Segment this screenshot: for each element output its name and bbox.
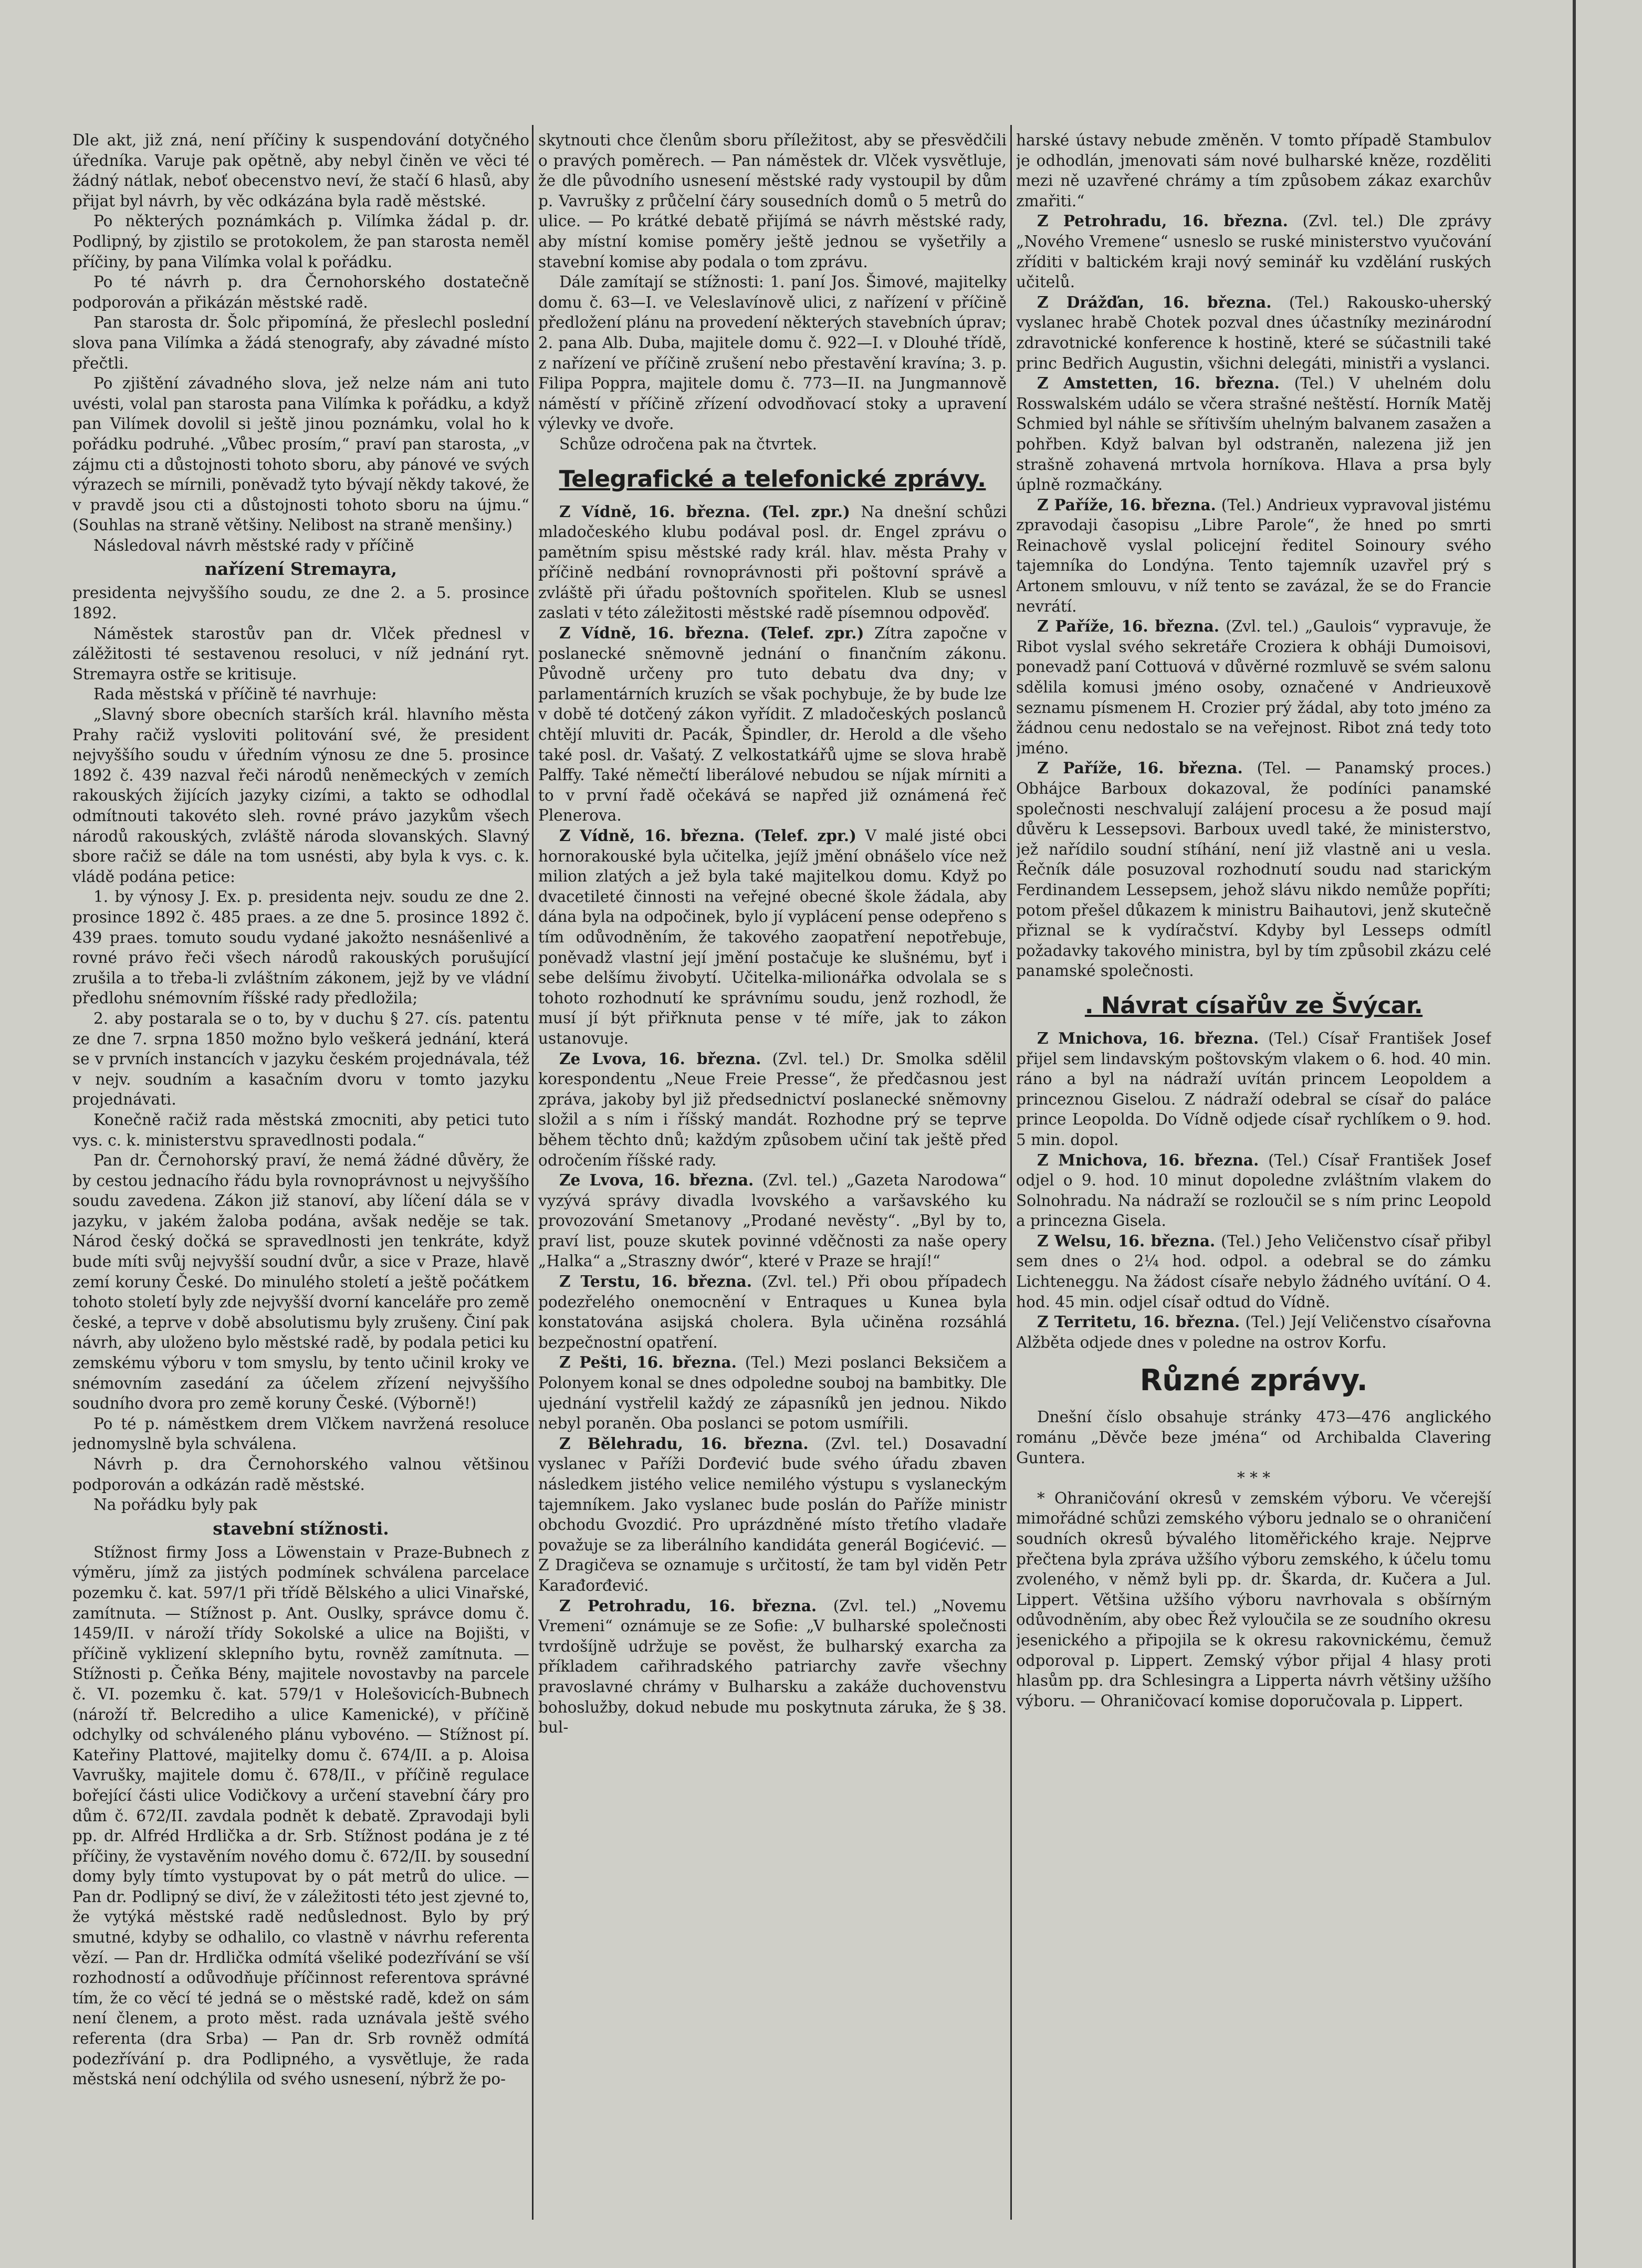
column-divider xyxy=(532,125,534,2220)
paragraph: Následoval návrh městské rady v příčině xyxy=(93,536,414,554)
paragraph: Po té návrh p. dra Černohorského dostatečně podporován a přikázán městské radě. xyxy=(72,273,529,311)
dateline: Z Paříže, 16. března. xyxy=(1037,617,1220,636)
news-item xyxy=(538,502,1007,624)
paragraph: Návrh p. dra Černohorského valnou většinou podporován a odkázán radě městské. xyxy=(72,1455,529,1494)
news-text: (Zvl. tel.) „Gazeta Narodowa“ vyzývá správy divadla lvovského a varšavského ku provozování Smetanovy „Prodané nevěsty“. „Byl by to, praví list, pouze skutek povinné vděčnosti za naše opery „Halka“ a „Straszny dwór“, které v Praze se hrají!“ xyxy=(538,1171,1007,1270)
subheading-stremayr: nařízení Stremayra, xyxy=(204,559,398,580)
section-heading-telegraf: Telegrafické a telefonické zprávy. xyxy=(559,465,986,492)
paragraph: Pan dr. Černohorský praví, že nemá žádné důvěry, že by cestou jednacího řádu byla rovnoprávnost u nejvyššího soudu zavedena. Zákon již stanoví, aby líčení dála se v jazyku, v jakém žaloba podána, avšak neděje se tak. Národ český dočká se spravedlnosti jen tenkráte, když bude míti svůj nejvyšší soudní dvůr, a sice v Praze, hlavě zemí koruny České. Do minulého století a ještě počátkem tohoto století byly zde nejvyšší dvorní kanceláře pro země české, a teprve v době absolutismu byly zrušeny. Činí pak návrh, aby uloženo bylo městské radě, by podala petici ku zemskému výboru v tom smyslu, by tento učinil kroky ve snémovním zasedání za účelem zřízení nejvyššího soudního dvora pro země koruny České. (Výborně!) xyxy=(72,1151,529,1413)
news-text: (Tel.) Mezi poslanci Beksičem a Polonyem konal se dnes odpoledne souboj na bambitky. Dle ujednání vystřelil každý ze zápasníků jen jednou. Nikdo nebyl poraněn. Oba poslanci se potom usmířili. xyxy=(538,1353,1007,1433)
dateline: Z Territetu, 16. března. xyxy=(1037,1312,1240,1331)
section-heading-ruzne: Různé zprávy. xyxy=(1139,1363,1368,1398)
news-text: (Zvl. tel.) Dle zprávy „Nového Vremene“ usneslo se ruské ministerstvo vyučování zříditi v baltickém kraji nový seminář ku vzdělání ruských učitelů. xyxy=(1016,212,1491,291)
dateline: Z Mnichova, 16. března. xyxy=(1037,1028,1259,1047)
paragraph: Na pořádku byly pak xyxy=(93,1496,257,1514)
news-item xyxy=(1016,211,1491,292)
paragraph: 2. aby postarala se o to, by v duchu § 27. cís. patentu ze dne 7. srpna 1850 možno bylo veškerá jednání, která se v prvních instancích v jazyku českém projednávala, též v nejv. soudním a kasačním dvoru v tomto jazyku projednávati. xyxy=(72,1009,529,1109)
subheading-stiznosti: stavební stížnosti. xyxy=(213,1518,389,1539)
news-item xyxy=(1016,616,1491,758)
news-item xyxy=(538,1049,1007,1171)
paragraph: Po některých poznámkách p. Vilímka žádal p. dr. Podlipný, by zjistilo se protokolem, že pan starosta neměl příčiny, by pana Vilímka volal k pořádku. xyxy=(72,212,529,271)
paragraph: Konečně račiž rada městská zmocniti, aby petici tuto vys. c. k. ministerstvu spravedlnosti podala.“ xyxy=(72,1110,529,1149)
column-middle xyxy=(538,130,1007,2220)
paragraph: Pan starosta dr. Šolc připomíná, že přeslechl poslední slova pana Vilímka a žádá stenografy, aby závadné místo přečtli. xyxy=(72,313,529,372)
paragraph: Po zjištění závadného slova, jež nelze nám ani tuto uvésti, volal pan starosta pana Vilímka k pořádku, a když pan Vilímek dovolil si ještě jinou poznámku, volal ho k pořádku podruhé. „Vůbec prosím,“ praví pan starosta, „v zájmu cti a důstojnosti tohoto sboru, aby pánové ve svých výrazech se mírnili, poněvadž tyto bývají někdy takové, že v pravdě jsou cti a důstojnosti tohoto sboru na újmu.“ (Souhlas na straně většiny. Nelibost na straně menšiny.) xyxy=(72,374,529,534)
news-item xyxy=(538,1352,1007,1433)
paragraph: presidenta nejvyššího soudu, ze dne 2. a 5. prosince 1892. xyxy=(72,584,529,623)
news-item xyxy=(538,1434,1007,1596)
news-text: (Tel.) Císař František Josef odjel o 9. hod. 10 minut dopoledne zvláštním vlakem do Solnohradu. Na nádraží se rozloučil se s ním princ Leopold a princezna Gisela. xyxy=(1016,1151,1491,1230)
dateline: Z Vídně, 16. března. (Telef. zpr.) xyxy=(559,826,856,845)
news-text: (Zvl. tel.) „Novemu Vremeni“ oznámuje se ze Sofie: „V bulharské společnosti tvrdošíjně udržuje se pověst, že bulharský exarcha za příkladem cařihradského patriarchy zavře všechny pravoslavné chrámy v Bulharsku a zakáže duchovenstvu bohoslužby, dokud nebude mu poskytnuta záruka, že § 38. bul- xyxy=(538,1597,1007,1737)
news-text: (Tel. — Panamský proces.) Obhájce Barboux dokazoval, že podíníci panamské společnosti neschvalují zalájení procesu a že posud mají důvěru k Lessepsovi. Barboux uvedl také, že ministerstvo, jež nařídilo soudní stíhání, není již vlastně ani u vesla. Řečník dále posuzoval rozhodnutí soudu nad starickým Ferdinandem Lessepsem, jehož slávu nikdo nemůže popříti; potom přešel důkazem k ministru Baihautovi, jenž skutečně přiznal se k vydíračství. Kdyby byl Lesseps odmítl požadavky takového ministra, byl by tím způsobil zkázu celé panamské společnosti. xyxy=(1016,759,1491,980)
paragraph: Náměstek starostův pan dr. Vlček přednesl v zálěžitosti té sestavenou resoluci, v níž jednání ryt. Stremayra ostře se kritisuje. xyxy=(72,624,529,683)
paragraph: Stížnost firmy Joss a Löwenstain v Praze-Bubnech z výměru, jímž za jistých podmínek schválena parcelace pozemku č. kat. 597/1 při třídě Bělského a ulici Vinařské, zamítnuta. — Stížnost p. Ant. Ouslky, správce domu č. 1459/II. v nároží třídy Sokolské a ulice na Bojišti, v příčině vyklizení sklepního bytu, rovněž zamítnuta. — Stížnosti p. Čeňka Bény, majitele novostavby na parcele č. VI. pozemku č. kat. 579/1 v Holešovicích-Bubnech (nároží tř. Belcrediho a ulice Kamenické), v příčině odchylky od schváleného plánu vybovéno. — Stížnost pí. Kateřiny Plattové, majitelky domu č. 674/II. a p. Aloisa Vavrušky, majitele domu č. 678/II., v příčině regulace bořející části ulice Vodičkovy a určení stavební čáry pro dům č. 672/II. zavdala podnět k debatě. Zpravodaji byli pp. dr. Alfréd Hrdlička a dr. Srb. Stížnost podána je z té příčiny, že vystavěním nového domu č. 672/II. by sousední domy byly tímto vystupovat by o pát metrů do ulice. — Pan dr. Podlipný se diví, že v záležitosti této jest zjevné to, že vytýká městské radě nedůslednost. Bylo by prý smutné, kdyby se odhalilo, co vlastně v návrhu referenta vězí. — Pan dr. Hrdlička odmítá všeliké podezřívání se vší rozhodností a odůvodňuje příčinnost referentova správné tím, že co věcí té jedná se o městské radě, kdež on sám není členem, a proto měst. rada uznávala ještě svého referenta (dra Srba) — Pan dr. Srb rovněž odmítá podezřívání p. dra Podlipného, a vysvětluje, že rada městská není odchýlila od svého usnesení, nýbrž že po- xyxy=(72,1543,529,2088)
news-text: Na dnešní schůzi mladočeského klubu podával posl. dr. Engel zprávu o pamětním spisu městské rady král. hlav. města Prahy v příčině nedbání rovnoprávnosti při poštovní správě a zvláště při úřadu poštovních spořitelen. Klub se usnesl zaslati v této záležitosti městské radě písemnou odpověď. xyxy=(538,502,1007,622)
dateline: Z Bělehradu, 16. března. xyxy=(559,1434,809,1453)
paragraph: Dle akt, již zná, není příčiny k suspendování dotyčného úředníka. Varuje pak opětně, aby nebyl činěn ve věci té žádný nátlak, neboť obecenstvo neví, že stačí 6 hlasů, aby přijat byl návrh, by věc odkázána byla radě městské. xyxy=(72,131,529,210)
ornament-stars: * * * xyxy=(1237,1469,1270,1487)
paragraph: „Slavný sbore obecních starších král. hlavního města Prahy račiž vysloviti politování své, že president nejvyššího soudu v úředním výnosu ze dne 5. prosince 1892 č. 439 nazval řeči národů neněmeckých v zemích rakouských žijících jazyky cizími, a takto se odhodlal odmítnouti takovéto sleh. rovné právo jazykům všech národů rakouských, zvláště národa slovanských. Slavný sbore račiž se dále na tom usnésti, aby byla k vys. c. k. vládě podána petice: xyxy=(72,706,529,886)
dateline: Z Amstetten, 16. března. xyxy=(1037,374,1280,393)
news-item xyxy=(538,623,1007,826)
column-left xyxy=(72,130,529,2220)
paragraph: 1. by výnosy J. Ex. p. presidenta nejv. soudu ze dne 2. prosince 1892 č. 485 praes. a ze dne 5. prosince 1892 č. 439 praes. tomuto soudu vydané jakožto nesnášenlivé a rovné právo řeči všech národů rakouských porušující zrušila a to třeba-li zvláštním zákonem, jejž by ve vládní předlohu snémovním říšské rady předložila; xyxy=(72,888,529,1007)
paragraph: Dále zamítají se stížnosti: 1. paní Jos. Šimové, majitelky domu č. 63—I. ve Veleslavínově ulici, z nařízení v příčině předložení plánu na provedení některých stavebních úprav; 2. pana Alb. Duba, majitele domu č. 922—I. v Dlouhé třídě, z nařízení ve příčině zrušení nebo přestavění kravína; 3. p. Filipa Poppra, majitele domu č. 773—II. na Jungmannově náměstí v příčině zřízení odvodňovací stoky a upravení výlevky ve dvoře. xyxy=(538,273,1007,433)
section-heading-navrat: . Návrat císařův ze Švýcar. xyxy=(1084,992,1423,1019)
news-item xyxy=(1016,292,1491,373)
news-item xyxy=(538,1170,1007,1272)
news-text: (Zvl. tel.) Při obou případech podezřelého onemocnění v Entraques u Kunea byla konstatována asijská cholera. Byla učiněna rozsáhlá bezpečnostní opatření. xyxy=(538,1273,1007,1351)
news-text: (Zvl. tel.) Dr. Smolka sdělil korespondentu „Neue Freie Presse“, že předčasnou jest zpráva, jakoby byl již předsednictví poslanecké sněmovny složil a s ním i říšský mandát. Rozhodne prý se teprve během těchto dnů; každým způsobem učiní tak ještě před odročením říšské rady. xyxy=(538,1049,1007,1169)
news-item xyxy=(1016,1312,1491,1352)
paragraph: Rada městská v příčině té navrhuje: xyxy=(93,685,377,704)
news-text: (Tel.) Císař František Josef přijel sem lindavským poštovským vlakem o 6. hod. 40 min. ráno a byl na nádraží uvítán princem Leopoldem a princeznou Giselou. Z nádraží odebral se císař do paláce prince Leopolda. Do Vídně odjede císař rychlíkem o 9. hod. 5 min. dopol. xyxy=(1016,1029,1491,1149)
dateline: Z Paříže, 16. března. xyxy=(1037,759,1243,778)
paragraph: skytnouti chce členům sboru příležitost, aby se přesvědčili o pravých poměrech. — Pan náměstek dr. Vlček vysvětluje, že dle původního usnesení městské rady vystoupil by dům p. Vavrušky z průčelní čáry sousedních domů o 5 metrů do ulice. — Po krátké debatě přijímá se návrh městské rady, aby místní komise poměry ještě jednou se vyšetřily a stavební komise aby podala o tom zprávu. xyxy=(538,131,1007,271)
news-text: (Tel.) Rakousko-uherský vyslanec hrabě Chotek pozval dnes účastníky mezinárodní zdravotnické konference k hostině, které se súčastnili také princ Bedřich Augustin, všichni delegáti, ministři a vyslanci. xyxy=(1016,293,1491,372)
paragraph: Dnešní číslo obsahuje stránky 473—476 anglického románu „Děvče beze jména“ od Archibalda Clavering Guntera. xyxy=(1016,1408,1491,1467)
news-item xyxy=(1016,1231,1491,1312)
column-divider xyxy=(1010,125,1012,2220)
news-text: (Tel.) Andrieux vypravoval jistému zpravodaji časopisu „Libre Parole“, že hned po smrti Reinachově vyslal policejní ředitel Soinoury svého tajemníka do Londýna. Tento tajemník uzavřel prý s Artonem smlouvu, v níž tento se zavázal, že se do Francie nevrátí. xyxy=(1016,496,1491,615)
dateline: Z Vídně, 16. března. (Telef. zpr.) xyxy=(559,624,864,643)
news-text: (Zvl. tel.) Dosavadní vyslanec v Paříži Dorđević bude svého úřadu zbaven následkem jistého velice nemilého výstupu s vyslaneckým tajemníkem. Jako vyslanec bude poslán do Paříže ministr obchodu Gvozdić. Pro uprázdněné místo třetího vladaře považuje se za liberálního kandidáta generál Bogićević. — Z Dragičeva se oznamuje s určitostí, že tam byl viděn Petr Karađorđević. xyxy=(538,1434,1007,1594)
dateline: Z Vídně, 16. března. (Tel. zpr.) xyxy=(559,502,850,521)
paragraph: harské ústavy nebude změněn. V tomto případě Stambulov je odhodlán, jmenovati sám nové bulharské kněze, rozděliti mezi ně uzavřené chrámy a tím způsobem zákaz exarchův zmařiti.“ xyxy=(1016,131,1491,210)
news-text: (Tel.) Její Veličenstvo císařovna Alžběta odjede dnes v poledne na ostrov Korfu. xyxy=(1016,1313,1491,1351)
dateline: Z Mnichova, 16. března. xyxy=(1037,1150,1259,1169)
news-item xyxy=(1016,495,1491,617)
news-text: Zítra započne v poslanecké sněmovně jednání o finančním zákonu. Původně určeny pro tuto debatu dva dny; v parlamentárních kruzích se však pochybuje, že by bude lze v době té dotčený zákon vyřídit. Z mladočeských poslanců chtějí mluviti dr. Pacák, Špindler, dr. Herold a dle všeho také posl. dr. Vašatý. Z velkostatkářů ujme se slova hrabě Palffy. Také němečtí liberálové nebudou se níjak mírniti a to v první řadě očekává se napřed již oznámená řeč Plenerova. xyxy=(538,624,1007,825)
dateline: Z Pešti, 16. března. xyxy=(559,1353,737,1372)
news-item xyxy=(538,1596,1007,1738)
dateline: Ze Lvova, 16. března. xyxy=(559,1049,761,1068)
news-item xyxy=(538,826,1007,1049)
paragraph: Po té p. náměstkem drem Vlčkem navržená resoluce jednomyslně byla schválena. xyxy=(72,1414,529,1453)
news-item xyxy=(1016,758,1491,981)
column-right xyxy=(1016,130,1491,2220)
news-item xyxy=(1016,1150,1491,1231)
page-edge xyxy=(1573,0,1576,2268)
dateline: Z Terstu, 16. března. xyxy=(559,1272,752,1291)
dateline: Z Welsu, 16. března. xyxy=(1037,1231,1216,1250)
news-text: (Tel.) Jeho Veličenstvo císař přibyl sem dnes o 2¼ hod. odpol. a odebral se do zámku Lichteneggu. Na žádost císaře nebylo žádného uvítání. O 4. hod. 45 min. odjel císař odtud do Vídně. xyxy=(1016,1232,1491,1311)
paragraph: * Ohraničování okresů v zemském výboru. Ve včerejší mimořádné schůzi zemského výboru jednalo se o ohraničení soudních okresů bývalého litoměřického kraje. Nejprve přečtena byla zpráva užšího výboru zemského, k účelu tomu zvoleného, v němž byli pp. dr. Škarda, dr. Kučera a Jul. Lippert. Většina užšího výboru navrhovala s obšírným odůvodněním, aby obec Řež vyloučila se ze soudního okresu jesenického a připojila se k okresu rakovnickému, čemuž odporoval p. Lippert. Zemský výbor přijal 4 hlasy proti hlasům pp. dra Schlesingra a Lipperta návrh většiny užšího výboru. — Ohraničovací komise doporučovala p. Lippert. xyxy=(1016,1489,1491,1710)
dateline: Z Drážďan, 16. března. xyxy=(1037,292,1272,311)
dateline: Ze Lvova, 16. března. xyxy=(559,1171,754,1190)
dateline: Z Petrohradu, 16. března. xyxy=(1037,212,1288,230)
news-text: (Tel.) V uhelném dolu Rosswalském událo se včera strašné neštěstí. Horník Matěj Schmied byl náhle se sřítivším uhelným balvanem zasažen a pohřben. Když balvan byl odstraněn, nalezena již jen strašně zohavená mrtvola horníkova. Hlava a prsa byly úplně rozmačkány. xyxy=(1016,374,1491,494)
news-item xyxy=(538,1272,1007,1352)
news-text: V malé jisté obci hornorakouské byla učitelka, jejíž jmění obnášelo více než milion zlatých a jež byla také majitelkou domu. Když po dvacetileté činnosti na veřejné obecné škole žádala, aby dána byla na odpočinek, bylo jí vyplácení pense odepřeno s tím odůvodněním, že takového zaopatření nepotřebuje, poněvadž vlastní její jmění postačuje ke slušnému, byť i sebe delšímu živobytí. Učitelka-milionářka odvolala se s tohoto rozhodnutí ke správnímu soudu, jenž rozhodl, že musí jí být přiřknuta pense v té míře, jak to zákon ustanovuje. xyxy=(538,827,1007,1047)
dateline: Z Paříže, 16. března. xyxy=(1037,495,1216,514)
dateline: Z Petrohradu, 16. března. xyxy=(559,1596,817,1615)
news-text: (Zvl. tel.) „Gaulois“ vypravuje, že Ribot vyslal svého sekretáře Croziera k obháji Dumoisovi, ponevadž paní Cottuová v důvěrné rozmluvě se svém salonu sdělila komusi jméno osoby, označené v Andrieuxově seznamu písmenem H. Crozier prý žádal, aby toto jméno za žádnou cenu nedostalo se na veřejnost. Ribot zná tedy toto jméno. xyxy=(1016,617,1491,757)
paragraph: Schůze odročena pak na čtvrtek. xyxy=(559,435,817,453)
news-item xyxy=(1016,373,1491,495)
news-item xyxy=(1016,1028,1491,1150)
